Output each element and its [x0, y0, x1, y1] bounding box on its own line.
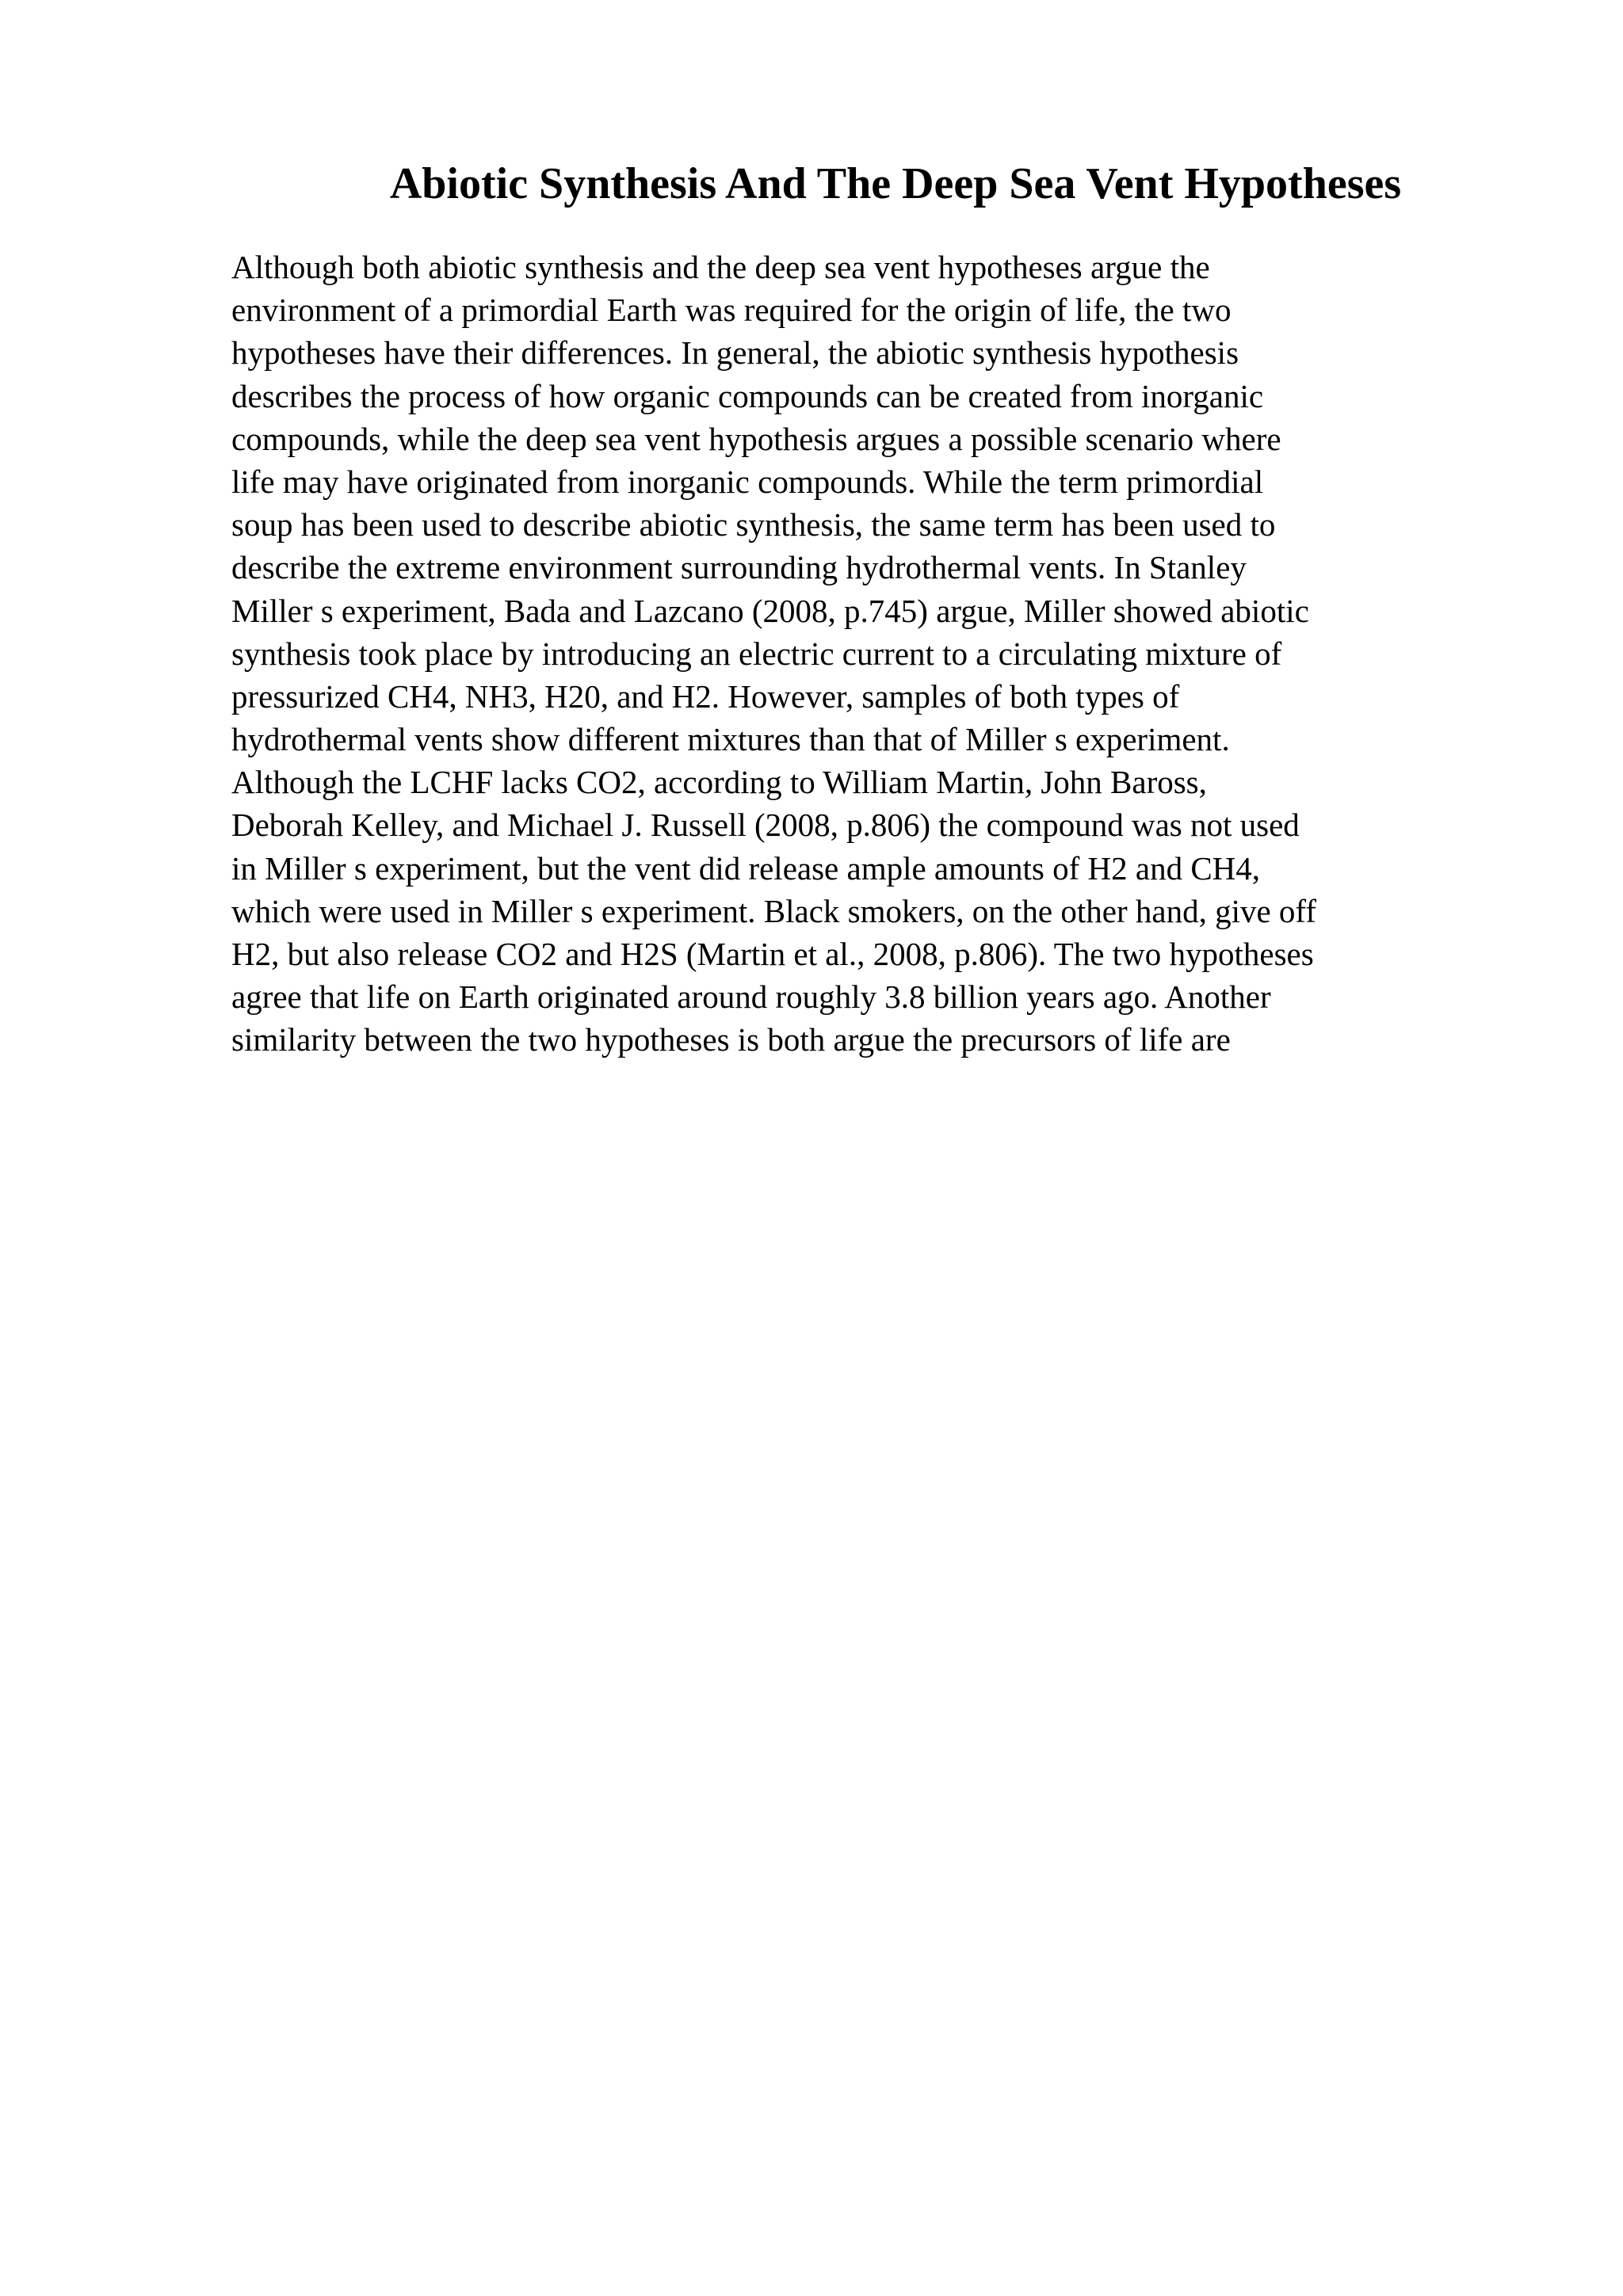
text-line: hypotheses have their differences. In general, the abiotic synthesis hypothesis — [231, 334, 1239, 372]
text-line: agree that life on Earth originated around roughly 3.8 billion years ago. Another — [231, 978, 1271, 1016]
document-title: Abiotic Synthesis And The Deep Sea Vent Hypotheses — [389, 159, 1402, 208]
text-line: describe the extreme environment surrounding hydrothermal vents. In Stanley — [231, 549, 1247, 586]
text-line: compounds, while the deep sea vent hypothesis argues a possible scenario where — [231, 420, 1281, 457]
text-line: synthesis took place by introducing an electric current to a circulating mixture of — [231, 635, 1282, 672]
text-line: Deborah Kelley, and Michael J. Russell (2008, p.806) the compound was not used — [231, 807, 1300, 844]
text-line: hydrothermal vents show different mixtures than that of Miller s experiment. — [231, 721, 1230, 758]
text-line: Miller s experiment, Bada and Lazcano (2008, p.745) argue, Miller showed abiotic — [231, 592, 1309, 629]
text-line: pressurized CH4, NH3, H20, and H2. However, samples of both types of — [231, 677, 1180, 715]
text-line: describes the process of how organic compounds can be created from inorganic — [231, 377, 1264, 414]
text-line: soup has been used to describe abiotic synthesis, the same term has been used to — [231, 506, 1276, 543]
text-line: similarity between the two hypotheses is both argue the precursors of life are — [231, 1021, 1231, 1058]
text-line: in Miller s experiment, but the vent did release ample amounts of H2 and CH4, — [231, 849, 1261, 887]
text-line: environment of a primordial Earth was required for the origin of life, the two — [231, 292, 1232, 329]
text-line: life may have originated from inorganic compounds. While the term primordial — [231, 463, 1264, 500]
text-line: Although the LCHF lacks CO2, according to William Martin, John Baross, — [231, 764, 1207, 801]
body-paragraph — [231, 246, 1594, 1062]
text-line: H2, but also release CO2 and H2S (Martin et al., 2008, p.806). The two hypotheses — [231, 936, 1314, 972]
text-line: which were used in Miller s experiment. Black smokers, on the other hand, give off — [231, 892, 1316, 929]
text-line: Although both abiotic synthesis and the deep sea vent hypotheses argue the — [231, 249, 1210, 285]
